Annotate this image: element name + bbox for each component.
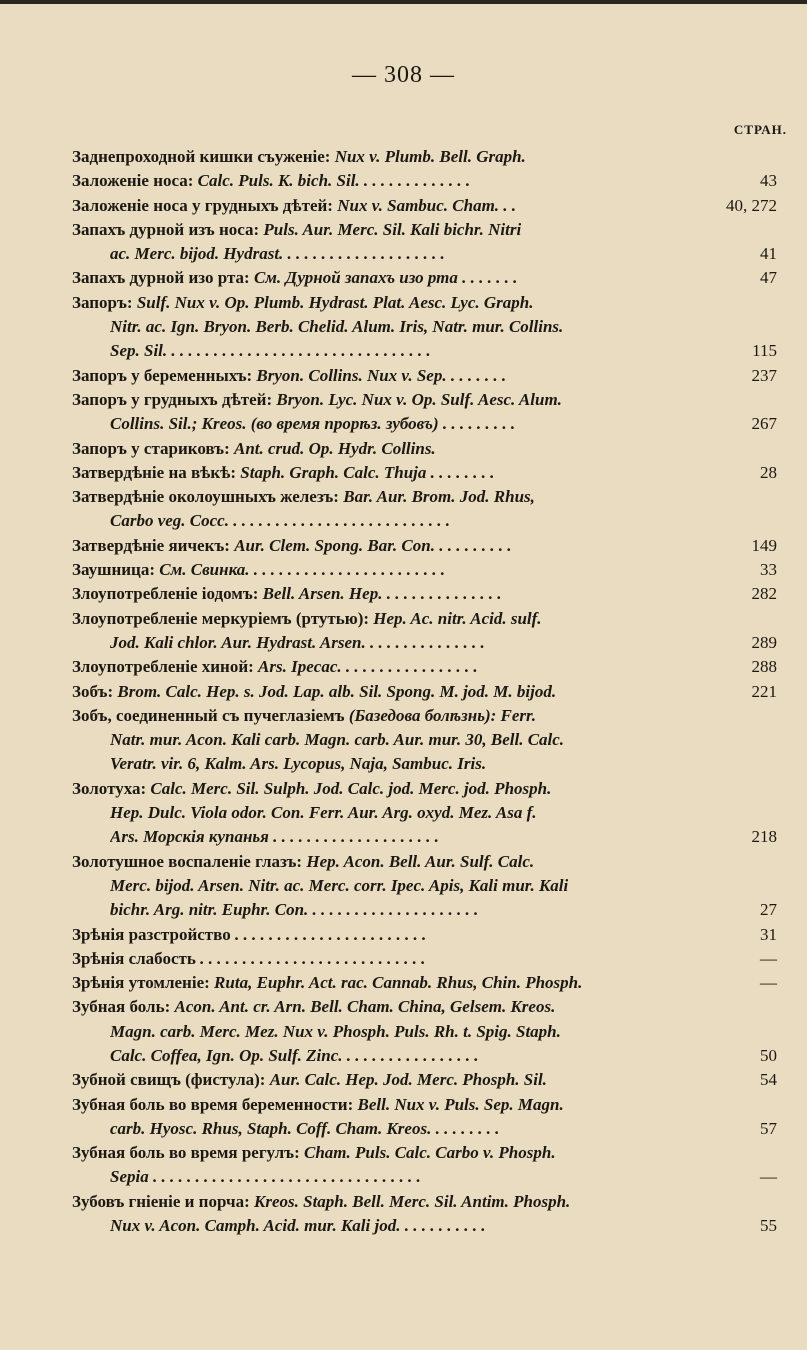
entry-remedies: Aur. Clem. Spong. Bar. Con. . . . . . . . . .: [229, 535, 512, 555]
entry-heading: Зубная боль во время регулъ:: [72, 1143, 300, 1163]
entry-heading: Злоупотребленіе іодомъ:: [72, 584, 259, 604]
entry-line: [72, 315, 777, 339]
entry-remedies: ac. Merc. bijod. Hydrast. . . . . . . . . . . . . . . . . . . .: [110, 244, 445, 264]
entry-heading: Затвердѣніе яичекъ:: [72, 535, 230, 555]
entry-page-number: 47: [760, 268, 777, 288]
entry-remedies: Nitr. ac. Ign. Bryon. Berb. Chelid. Alum. Iris, Natr. mur. Collins.: [110, 317, 564, 337]
entry-heading: Заложеніе носа:: [72, 171, 194, 191]
entry-heading: Запоръ у грудныхъ дѣтей:: [72, 389, 273, 409]
entry-page-number: 41: [760, 244, 777, 264]
index-entry: [72, 1141, 777, 1190]
entry-remedies: Carbo veg. Cocc. . . . . . . . . . . . . . . . . . . . . . . . . . .: [110, 511, 450, 531]
entry-page-number: 40, 272: [726, 195, 777, 215]
entry-page-number: 27: [760, 900, 777, 920]
entry-heading: Зрѣнія разстройство: [72, 924, 231, 944]
entry-line: [72, 777, 777, 801]
entry-remedies: См. Дурной запахъ изо рта . . . . . . .: [249, 268, 518, 288]
entry-line: [72, 923, 777, 947]
entry-page-number: 31: [760, 924, 777, 944]
index-entry: [72, 1068, 777, 1092]
entry-remedies: Ant. crud. Op. Hydr. Collins.: [229, 438, 436, 458]
entry-heading: Злоупотребленіе хиной:: [72, 657, 254, 677]
entry-line: [72, 874, 777, 898]
entry-heading: Зобъ, соединенный съ пучеглазіемъ: [72, 705, 345, 725]
entry-heading: Зубная боль во время беременности:: [72, 1094, 354, 1114]
entry-page-number: 237: [751, 365, 777, 385]
page-top-edge: [0, 0, 807, 4]
index-entry: [72, 194, 777, 218]
entry-heading: Запахъ дурной изо рта:: [72, 268, 250, 288]
entry-remedies: Merc. bijod. Arsen. Nitr. ac. Merc. corr. Ipec. Apis, Kali mur. Kali: [110, 875, 569, 895]
entry-line: [72, 534, 777, 558]
index-entry: [72, 437, 777, 461]
entry-remedies: Nux v. Acon. Camph. Acid. mur. Kali jod. . . . . . . . . . .: [110, 1216, 486, 1236]
entry-remedies: Nux v. Sambuc. Cham. . .: [332, 195, 517, 215]
entry-page-number: 221: [751, 681, 777, 701]
entry-heading: Золотушное воспаленіе глазъ:: [72, 851, 303, 871]
entry-line: [72, 194, 777, 218]
entry-remedies: Hep. Acon. Bell. Aur. Sulf. Calc.: [302, 851, 535, 871]
entry-remedies: Magn. carb. Merc. Mez. Nux v. Phosph. Puls. Rh. t. Spig. Staph.: [110, 1021, 561, 1041]
entry-remedies: См. Свинка. . . . . . . . . . . . . . . . . . . . . . . .: [155, 560, 446, 580]
entry-remedies: Ars. Морскія купанья . . . . . . . . . . . . . . . . . . . .: [110, 827, 439, 847]
entry-line: [72, 801, 777, 825]
entry-remedies: Ruta, Euphr. Act. rac. Cannab. Rhus, Chin. Phosph.: [209, 973, 583, 993]
entry-page-number: 33: [760, 560, 777, 580]
entry-remedies: Brom. Calc. Hep. s. Jod. Lap. alb. Sil. Spong. M. jod. M. bijod.: [113, 681, 557, 701]
entry-remedies: Staph. Graph. Calc. Thuja . . . . . . . .: [236, 462, 495, 482]
entry-page-number: 267: [751, 414, 777, 434]
entry-remedies: Hep. Ac. nitr. Acid. sulf.: [369, 608, 542, 628]
entry-heading: Зубной свищъ (фистула):: [72, 1070, 266, 1090]
entry-remedies: Sepia . . . . . . . . . . . . . . . . . . . . . . . . . . . . . . . .: [110, 1167, 421, 1187]
index-entry: [72, 461, 777, 485]
entry-line: [72, 607, 777, 631]
entry-line: [72, 485, 777, 509]
entry-line: [72, 388, 777, 412]
entry-page-number: 289: [751, 632, 777, 652]
entry-page-number: 218: [751, 827, 777, 847]
entry-heading: Запахъ дурной изъ носа:: [72, 219, 260, 239]
entry-line: [72, 291, 777, 315]
index-entry: [72, 266, 777, 290]
entry-line: [72, 704, 777, 728]
entry-remedies: carb. Hyosc. Rhus, Staph. Coff. Cham. Kreos. . . . . . . . .: [110, 1118, 500, 1138]
entry-remedies: Bryon. Lyc. Nux v. Op. Sulf. Aesc. Alum.: [272, 389, 562, 409]
entry-line: [72, 1117, 777, 1141]
entry-heading: Золотуха:: [72, 778, 147, 798]
index-entry: [72, 1093, 777, 1142]
entry-remedies: Natr. mur. Acon. Kali carb. Magn. carb. Aur. mur. 30, Bell. Calc.: [110, 730, 565, 750]
entry-line: [72, 825, 777, 849]
entry-remedies: Kreos. Staph. Bell. Merc. Sil. Antim. Phosph.: [249, 1191, 571, 1211]
entry-line: [72, 266, 777, 290]
entry-remedies: Calc. Puls. K. bich. Sil. . . . . . . . . . . . . .: [193, 171, 471, 191]
entry-remedies: Veratr. vir. 6, Kalm. Ars. Lycopus, Naja, Sambuc. Iris.: [110, 754, 487, 774]
entry-remedies: Bell. Arsen. Hep. . . . . . . . . . . . . . .: [258, 584, 502, 604]
entry-line: [72, 1068, 777, 1092]
entry-line: [72, 339, 777, 363]
index-entry: [72, 655, 777, 679]
entry-line: [72, 145, 777, 169]
entry-remedies: Cham. Puls. Calc. Carbo v. Phosph.: [299, 1143, 556, 1163]
entry-page-number: 54: [760, 1070, 777, 1090]
entry-heading: Зрѣнія утомленіе:: [72, 973, 210, 993]
index-entry: [72, 923, 777, 947]
entry-page-number: 50: [760, 1045, 777, 1065]
index-entry: [72, 947, 777, 971]
entry-line: [72, 437, 777, 461]
entry-heading: Зрѣнія слабость: [72, 948, 196, 968]
entry-line: [72, 680, 777, 704]
entry-remedies: Hep. Dulc. Viola odor. Con. Ferr. Aur. Arg. oxyd. Mez. Asa f.: [110, 803, 537, 823]
index-entry: [72, 558, 777, 582]
entry-line: [72, 582, 777, 606]
entry-line: [72, 169, 777, 193]
index-entry: [72, 995, 777, 1068]
index-entry: [72, 1190, 777, 1239]
index-entry: [72, 704, 777, 777]
entry-page-number: 28: [760, 462, 777, 482]
entry-remedies: . . . . . . . . . . . . . . . . . . . . . . .: [230, 924, 427, 944]
entry-heading: Заложеніе носа у грудныхъ дѣтей:: [72, 195, 333, 215]
entry-remedies: Bar. Aur. Brom. Jod. Rhus,: [338, 487, 535, 507]
index-entry: [72, 169, 777, 193]
index-entry: [72, 218, 777, 267]
entry-page-number: 282: [751, 584, 777, 604]
entry-page-number: 43: [760, 171, 777, 191]
entry-page-number: 115: [752, 341, 777, 361]
entry-line: [72, 1190, 777, 1214]
entry-heading: Запоръ у стариковъ:: [72, 438, 230, 458]
entry-page-number: —: [760, 973, 777, 993]
entry-page-number: —: [760, 948, 777, 968]
entry-remedies: Bryon. Collins. Nux v. Sep. . . . . . . .: [252, 365, 507, 385]
entry-remedies: Nux v. Plumb. Bell. Graph.: [330, 147, 526, 166]
entry-heading: Затвердѣніе на вѣкѣ:: [72, 462, 237, 482]
entry-remedies: Aur. Calc. Hep. Jod. Merc. Phosph. Sil.: [265, 1070, 547, 1090]
entry-line: [72, 1165, 777, 1189]
entry-line: [72, 364, 777, 388]
entry-heading: Злоупотребленіе меркуріемъ (ртутью):: [72, 608, 370, 628]
entry-line: [72, 509, 777, 533]
entry-page-number: 288: [751, 657, 777, 677]
entry-page-number: —: [760, 1167, 777, 1187]
entry-heading: Запоръ у беременныхъ:: [72, 365, 253, 385]
entry-heading: Затвердѣніе околоушныхъ железъ:: [72, 487, 339, 507]
column-header: СТРАН.: [733, 122, 787, 137]
index-entry: [72, 388, 777, 437]
page-number: — 308 —: [352, 62, 455, 88]
entry-line: [72, 631, 777, 655]
index-entry: [72, 534, 777, 558]
index-entry: [72, 364, 777, 388]
entry-line: [72, 655, 777, 679]
entry-line: [72, 1214, 777, 1238]
entry-remedies: Sep. Sil. . . . . . . . . . . . . . . . . . . . . . . . . . . . . . . .: [110, 341, 431, 361]
entry-remedies: Calc. Coffea, Ign. Op. Sulf. Zinc. . . . . . . . . . . . . . . . .: [110, 1045, 479, 1065]
entry-line: [72, 898, 777, 922]
entry-heading: Запоръ:: [72, 292, 133, 312]
entry-remedies: (Базедова болѣзнь): Ferr.: [344, 705, 536, 725]
index-entry: [72, 145, 777, 169]
entry-line: [72, 1044, 777, 1068]
entry-page-number: 55: [760, 1216, 777, 1236]
entry-line: [72, 1141, 777, 1165]
entry-heading: Заднепроходной кишки съуженіе:: [72, 147, 331, 166]
entry-line: [72, 412, 777, 436]
entry-remedies: Acon. Ant. cr. Arn. Bell. Cham. China, Gelsem. Kreos.: [170, 997, 556, 1017]
entry-line: [72, 728, 777, 752]
entry-line: [72, 558, 777, 582]
entry-line: [72, 242, 777, 266]
entry-line: [72, 947, 777, 971]
index-entry: [72, 777, 777, 850]
index-entry: [72, 680, 777, 704]
index-entry: [72, 485, 777, 534]
index-entry: [72, 582, 777, 606]
entry-line: [72, 1093, 777, 1117]
entry-remedies: Puls. Aur. Merc. Sil. Kali bichr. Nitri: [259, 219, 522, 239]
entry-remedies: bichr. Arg. nitr. Euphr. Con. . . . . . . . . . . . . . . . . . . . .: [110, 900, 479, 920]
index-entries: [72, 145, 777, 1238]
entry-line: [72, 971, 777, 995]
entry-remedies: Sulf. Nux v. Op. Plumb. Hydrast. Plat. Aesc. Lyc. Graph.: [132, 292, 534, 312]
index-entry: [72, 291, 777, 364]
index-entry: [72, 607, 777, 656]
entry-line: [72, 1020, 777, 1044]
entry-line: [72, 850, 777, 874]
entry-line: [72, 752, 777, 776]
entry-remedies: Collins. Sil.; Kreos. (во время прорѣз. зубовъ) . . . . . . . . .: [110, 414, 516, 434]
entry-heading: Заушница:: [72, 560, 156, 580]
entry-page-number: 57: [760, 1118, 777, 1138]
entry-remedies: . . . . . . . . . . . . . . . . . . . . . . . . . . .: [195, 948, 426, 968]
entry-heading: Зобъ:: [72, 681, 114, 701]
entry-heading: Зубная боль:: [72, 997, 171, 1017]
entry-remedies: Jod. Kali chlor. Aur. Hydrast. Arsen. . . . . . . . . . . . . . .: [110, 632, 485, 652]
entry-page-number: 149: [751, 535, 777, 555]
index-entry: [72, 971, 777, 995]
entry-remedies: Calc. Merc. Sil. Sulph. Jod. Calc. jod. Merc. jod. Phosph.: [146, 778, 552, 798]
entry-remedies: Bell. Nux v. Puls. Sep. Magn.: [353, 1094, 564, 1114]
entry-line: [72, 995, 777, 1019]
entry-line: [72, 461, 777, 485]
entry-remedies: Ars. Ipecac. . . . . . . . . . . . . . . . .: [253, 657, 478, 677]
index-entry: [72, 850, 777, 923]
entry-line: [72, 218, 777, 242]
entry-heading: Зубовъ гніеніе и порча:: [72, 1191, 250, 1211]
